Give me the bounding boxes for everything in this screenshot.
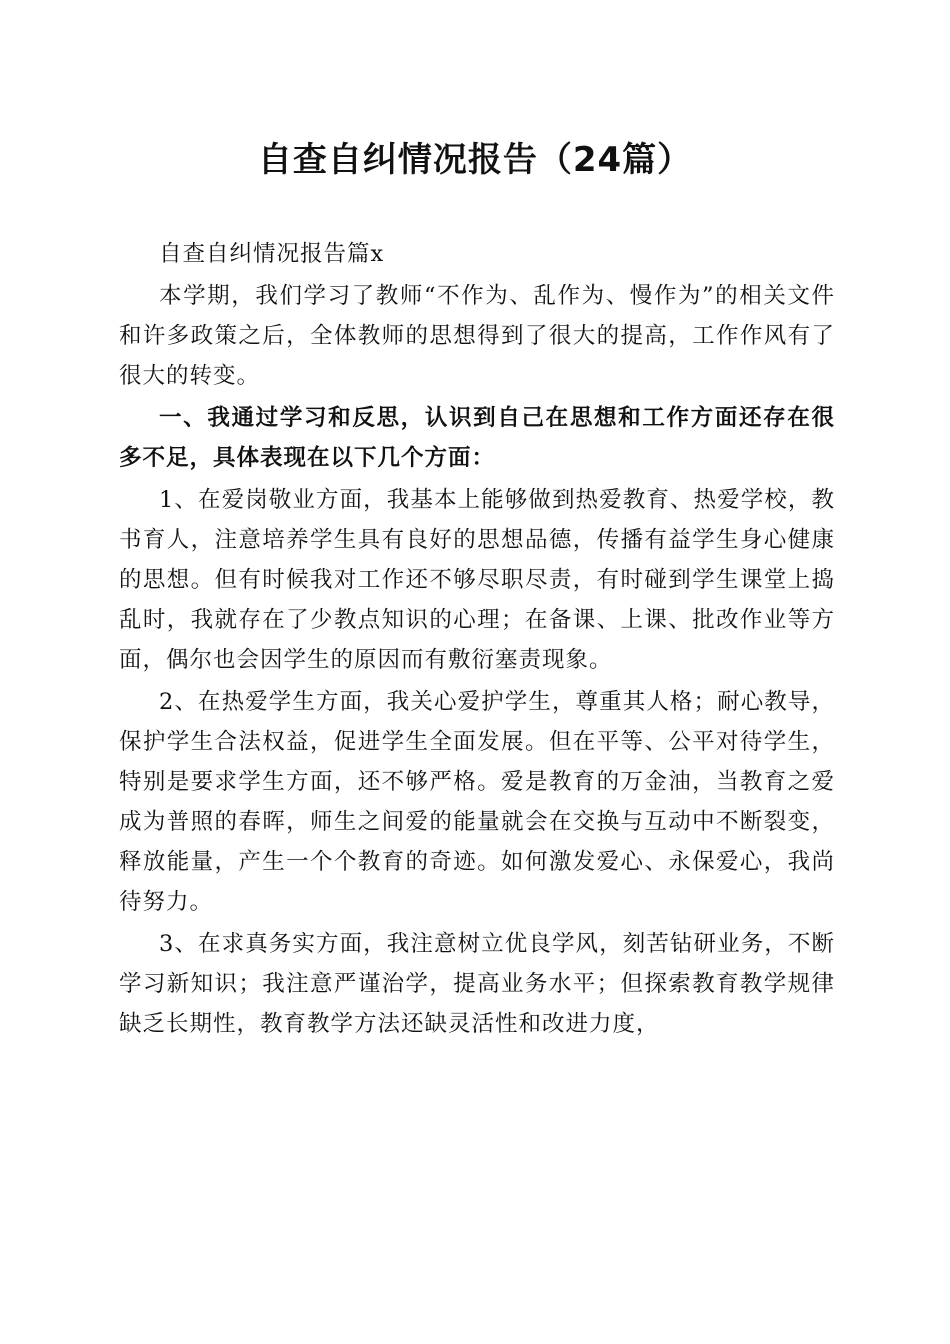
section-heading: 一、我通过学习和反思，认识到自己在思想和工作方面还存在很多不足，具体表现在以下几个方面： [119,405,835,471]
section-subtitle: 自查自纠情况报告篇x [159,241,385,267]
point-2-paragraph: 2、在热爱学生方面，我关心爱护学生，尊重其人格；耐心教导，保护学生合法权益，促进学生全面发展。但在平等、公平对待学生，特别是要求学生方面，还不够严格。爱是教育的万金油，当教育之爱成为普照的春晖，师生之间爱的能量就会在交换与互动中不断裂变，释放能量，产生一个个教育的奇迹。如何激发爱心、永保爱心，我尚待努力。 [119,689,835,915]
intro-paragraph: 本学期，我们学习了教师“不作为、乱作为、慢作为”的相关文件和许多政策之后，全体教师的思想得到了很大的提高，工作作风有了很大的转变。 [119,283,835,389]
point-1-paragraph: 1、在爱岗敬业方面，我基本上能够做到热爱教育、热爱学校，教书育人，注意培养学生具有良好的思想品德，传播有益学生身心健康的思想。但有时候我对工作还不够尽职尽责，有时碰到学生课堂上捣乱时，我就存在了少教点知识的心理；在备课、上课、批改作业等方面，偶尔也会因学生的原因而有敷衍塞责现象。 [119,487,835,673]
document-title: 自查自纠情况报告（24篇） [257,140,693,180]
point-3-paragraph: 3、在求真务实方面，我注意树立优良学风，刻苦钻研业务，不断学习新知识；我注意严谨治学，提高业务水平；但探索教育教学规律缺乏长期性，教育教学方法还缺灵活性和改进力度， [119,931,835,1037]
document-body [119,234,835,1044]
